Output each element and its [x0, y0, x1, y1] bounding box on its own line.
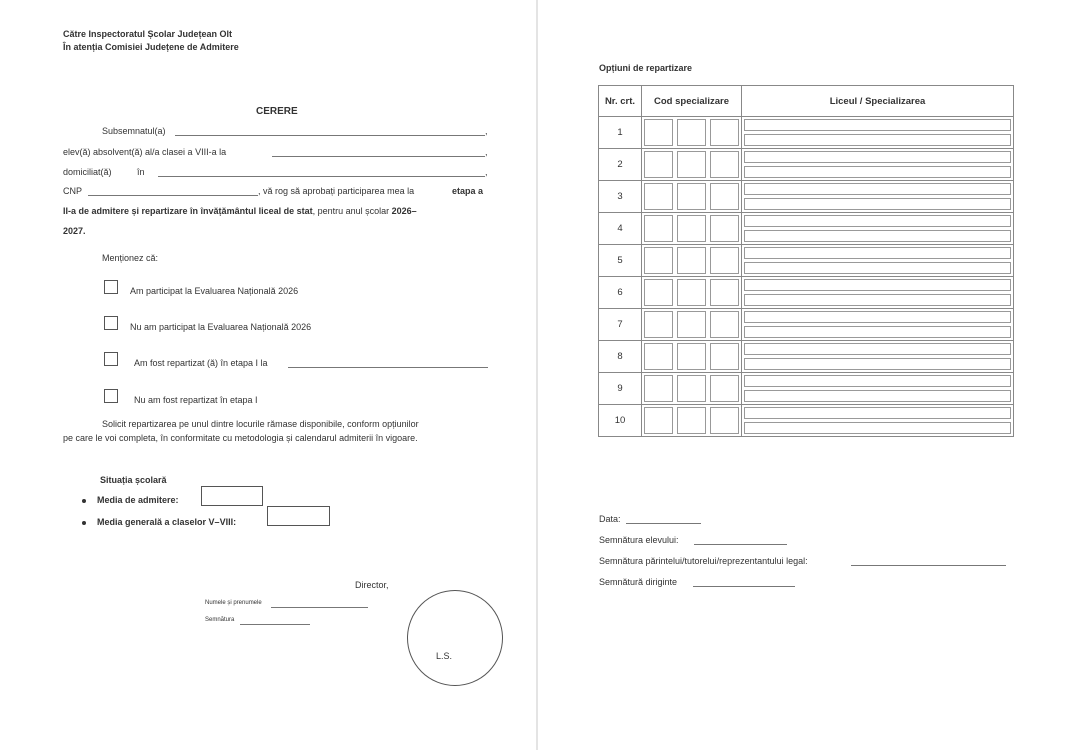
liceu-cells	[742, 213, 1014, 245]
liceu-line-field[interactable]	[744, 311, 1011, 323]
etapa-line: II-a de admitere și repartizare în învățământul liceal de stat, pentru anul școlar 2026–	[63, 206, 417, 216]
table-row	[599, 117, 1014, 149]
domiciliat-label: domiciliat(ă)	[63, 167, 112, 177]
address-field[interactable]	[158, 176, 485, 177]
options-title: Opțiuni de repartizare	[599, 63, 693, 73]
cod-digit-cell[interactable]	[677, 247, 706, 274]
student-signature-field[interactable]	[694, 544, 787, 545]
option-1-checkbox[interactable]	[104, 280, 118, 294]
liceu-line-field[interactable]	[744, 390, 1011, 402]
table-row	[599, 277, 1014, 309]
cod-digit-cell[interactable]	[677, 183, 706, 210]
cod-digit-cell[interactable]	[644, 247, 673, 274]
row-number: 4	[599, 213, 642, 245]
school-field[interactable]	[272, 156, 485, 157]
table-row	[599, 309, 1014, 341]
liceu-cells	[742, 245, 1014, 277]
col-cod-specializare: Cod specializare	[642, 86, 742, 117]
cod-cells	[642, 373, 742, 405]
situatie-title: Situația școlară	[100, 475, 167, 485]
solicit-line-1: Solicit repartizarea pe unul dintre locurile rămase disponibile, conform opțiunilor	[102, 419, 419, 429]
table-row	[599, 405, 1014, 437]
cod-digit-cell[interactable]	[644, 343, 673, 370]
media-generala-label: Media generală a claselor V–VIII:	[97, 517, 237, 527]
liceu-line-field[interactable]	[744, 198, 1011, 210]
row-number: 9	[599, 373, 642, 405]
solicit-line-2: pe care le voi completa, în conformitate cu metodologia și calendarul admiterii în vigoare.	[63, 433, 418, 443]
cnp-continuation: , vă rog să aprobați participarea mea la	[258, 186, 415, 196]
liceu-cells	[742, 117, 1014, 149]
row-number: 5	[599, 245, 642, 277]
cod-digit-cell[interactable]	[710, 119, 739, 146]
option-3-field[interactable]	[288, 367, 488, 368]
table-row	[599, 245, 1014, 277]
cod-cells	[642, 117, 742, 149]
row-number: 3	[599, 181, 642, 213]
cod-digit-cell[interactable]	[710, 183, 739, 210]
liceu-line-field[interactable]	[744, 279, 1011, 291]
option-2-checkbox[interactable]	[104, 316, 118, 330]
cod-digit-cell[interactable]	[644, 279, 673, 306]
cod-digit-cell[interactable]	[644, 215, 673, 242]
cod-digit-cell[interactable]	[677, 151, 706, 178]
cod-digit-cell[interactable]	[710, 375, 739, 402]
liceu-line-field[interactable]	[744, 262, 1011, 274]
media-generala-field[interactable]	[267, 506, 330, 526]
cod-digit-cell[interactable]	[677, 119, 706, 146]
subsemnatul-label: Subsemnatul(a)	[102, 126, 166, 136]
cod-cells	[642, 405, 742, 437]
table-row	[599, 213, 1014, 245]
cod-cells	[642, 341, 742, 373]
option-1-label: Am participat la Evaluarea Națională 2026	[130, 286, 299, 296]
liceu-line-field[interactable]	[744, 119, 1011, 131]
liceu-line-field[interactable]	[744, 151, 1011, 163]
liceu-line-field[interactable]	[744, 230, 1011, 242]
liceu-cells	[742, 373, 1014, 405]
table-row	[599, 181, 1014, 213]
cod-digit-cell[interactable]	[677, 279, 706, 306]
liceu-line-field[interactable]	[744, 294, 1011, 306]
liceu-cells	[742, 405, 1014, 437]
stamp-circle	[407, 590, 503, 686]
cod-digit-cell[interactable]	[644, 151, 673, 178]
cod-digit-cell[interactable]	[710, 247, 739, 274]
bullet	[82, 499, 86, 503]
liceu-cells	[742, 309, 1014, 341]
cod-cells	[642, 181, 742, 213]
cnp-label: CNP	[63, 186, 83, 196]
director-signature-field[interactable]	[240, 624, 310, 625]
cnp-field[interactable]	[88, 195, 258, 196]
school-year-end: 2027.	[63, 226, 86, 236]
option-4-label: Nu am fost repartizat în etapa I	[134, 395, 258, 405]
option-3-checkbox[interactable]	[104, 352, 118, 366]
option-3-label: Am fost repartizat (ă) în etapa I la	[134, 358, 268, 368]
cod-cells	[642, 245, 742, 277]
row-number: 6	[599, 277, 642, 309]
cod-digit-cell[interactable]	[710, 215, 739, 242]
liceu-cells	[742, 181, 1014, 213]
liceu-line-field[interactable]	[744, 358, 1011, 370]
options-table	[598, 85, 1014, 437]
row-number: 7	[599, 309, 642, 341]
option-4-checkbox[interactable]	[104, 389, 118, 403]
option-2-label: Nu am participat la Evaluarea Națională 2026	[130, 322, 312, 332]
liceu-line-field[interactable]	[744, 407, 1011, 419]
cod-digit-cell[interactable]	[710, 343, 739, 370]
liceu-line-field[interactable]	[744, 166, 1011, 178]
domiciliat-in-label: în	[137, 167, 145, 177]
cod-digit-cell[interactable]	[677, 407, 706, 434]
cod-cells	[642, 309, 742, 341]
liceu-line-field[interactable]	[744, 134, 1011, 146]
cod-digit-cell[interactable]	[677, 375, 706, 402]
col-nr-crt: Nr. crt.	[599, 86, 642, 117]
liceu-line-field[interactable]	[744, 326, 1011, 338]
cod-digit-cell[interactable]	[710, 311, 739, 338]
liceu-line-field[interactable]	[744, 422, 1011, 434]
date-field[interactable]	[626, 523, 701, 524]
etapa-a-text: etapa a	[452, 186, 484, 196]
cod-digit-cell[interactable]	[677, 311, 706, 338]
ls-label: L.S.	[436, 651, 453, 661]
media-admitere-field[interactable]	[201, 486, 263, 506]
cod-digit-cell[interactable]	[710, 279, 739, 306]
mentionez-label: Menționez că:	[102, 253, 159, 263]
row-number: 2	[599, 149, 642, 181]
table-row	[599, 341, 1014, 373]
cod-cells	[642, 149, 742, 181]
cod-digit-cell[interactable]	[644, 375, 673, 402]
teacher-signature-field[interactable]	[693, 586, 795, 587]
cod-digit-cell[interactable]	[644, 407, 673, 434]
elev-label: elev(ă) absolvent(ă) al/a clasei a VIII-a la	[63, 147, 227, 157]
semnatura-parinte-label: Semnătura părintelui/tutorelui/reprezentantului legal:	[599, 556, 808, 566]
data-label: Data:	[599, 514, 621, 524]
media-admitere-label: Media de admitere:	[97, 495, 179, 505]
semnatura-diriginte-label: Semnătură diriginte	[599, 577, 678, 587]
row-number: 8	[599, 341, 642, 373]
addressee-line-2: În atenția Comisiei Județene de Admitere	[63, 42, 239, 52]
table-row	[599, 373, 1014, 405]
cod-digit-cell[interactable]	[644, 311, 673, 338]
liceu-line-field[interactable]	[744, 247, 1011, 259]
options-page	[538, 0, 1070, 750]
director-name-field[interactable]	[271, 607, 368, 608]
liceu-line-field[interactable]	[744, 215, 1011, 227]
semnatura-label: Semnătura	[205, 617, 235, 623]
liceu-line-field[interactable]	[744, 183, 1011, 195]
addressee-line-1: Către Inspectoratul Școlar Județean Olt	[63, 29, 233, 39]
liceu-line-field[interactable]	[744, 375, 1011, 387]
cod-digit-cell[interactable]	[644, 119, 673, 146]
name-field[interactable]	[175, 135, 485, 136]
cod-digit-cell[interactable]	[677, 215, 706, 242]
cod-digit-cell[interactable]	[677, 343, 706, 370]
request-form-page: Către Inspectoratul Școlar Județean Olt În atenția Comisiei Județene de Admitere CERERE Subsemnatul(a) , elev(ă) absolvent(ă) al/a clasei a VIII-a la , domiciliat(ă) în , CNP , vă rog să aprobați participarea mea la etapa a II-a de admitere și repartizare în învățământul liceal de stat, pentru anul școlar 2026– 2027. Menționez că: Am participat la Evaluarea Națională 2026 Nu am participat la Evaluarea Națională 2026 Am fost repartizat (ă) în etapa I la Nu am fost repartizat în etapa I Solicit repartizarea pe unul dintre locurile rămase disponibile, conform opțiunilor pe care le voi completa, în conformitate cu metodologia și calendarul admiterii în vigoare. Situația școlară Media de admitere: Media generală a claselor V–VIII: Director, Numele și prenumele Semnătura L.S.	[0, 0, 536, 750]
col-liceul-specializarea: Liceul / Specializarea	[742, 86, 1014, 117]
director-label: Director,	[355, 580, 389, 590]
nume-prenume-label: Numele și prenumele	[205, 600, 262, 606]
cod-digit-cell[interactable]	[710, 151, 739, 178]
cod-digit-cell[interactable]	[644, 183, 673, 210]
form-title: CERERE	[256, 106, 298, 117]
parent-signature-field[interactable]	[851, 565, 1006, 566]
bullet	[82, 521, 86, 525]
liceu-line-field[interactable]	[744, 343, 1011, 355]
cod-cells	[642, 213, 742, 245]
row-number: 10	[599, 405, 642, 437]
liceu-cells	[742, 341, 1014, 373]
liceu-cells	[742, 149, 1014, 181]
semnatura-elev-label: Semnătura elevului:	[599, 535, 679, 545]
cod-digit-cell[interactable]	[710, 407, 739, 434]
row-number: 1	[599, 117, 642, 149]
liceu-cells	[742, 277, 1014, 309]
table-row	[599, 149, 1014, 181]
cod-cells	[642, 277, 742, 309]
